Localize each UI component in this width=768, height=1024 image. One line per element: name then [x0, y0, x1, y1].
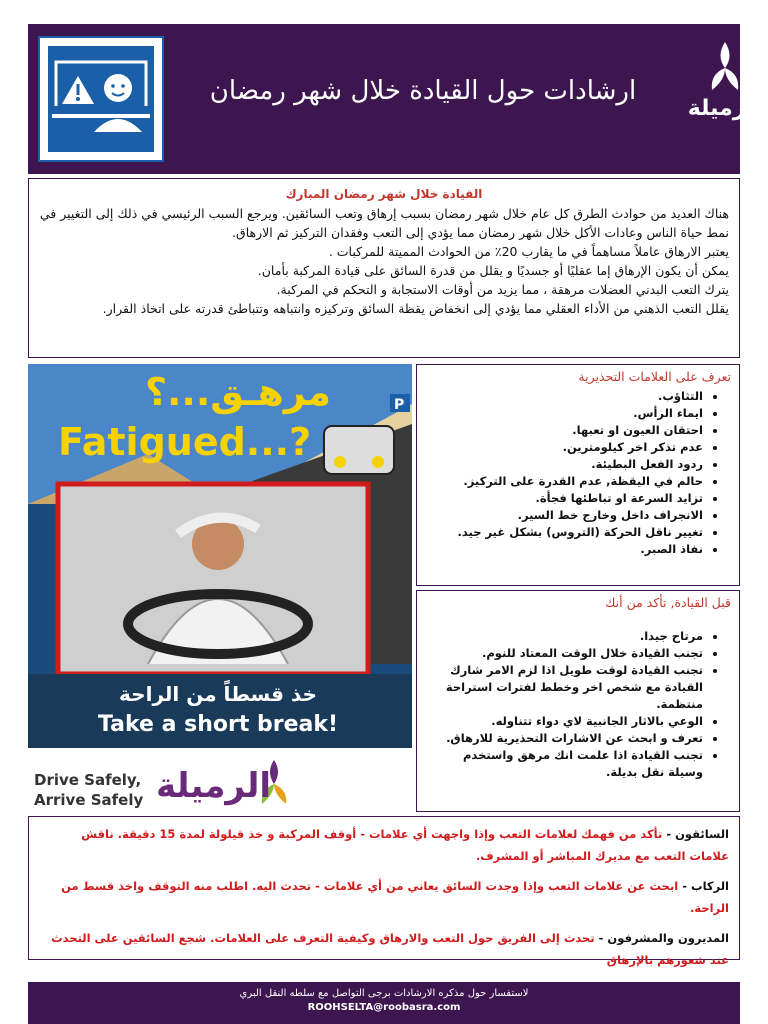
flame-icon: [682, 34, 768, 94]
drive-safely-slogan: [34, 770, 143, 810]
intro-paragraph: يترك التعب البدني العضلات مرهقة ، مما يزيد من أوقات الاستجابة و التحكم في المركبة.: [276, 282, 729, 297]
brand-name: الرميلة: [687, 96, 763, 121]
list-item: • حالم في اليقظة, عدم القدرة على التركيز.: [425, 473, 703, 490]
driver-warning-sign: [38, 36, 164, 162]
intro-paragraph: يعتبر الارهاق عاملاً مساهماً في ما يقارب 20٪ من الحوادث المميتة للمركبات .: [328, 244, 729, 259]
managers-text: تحدث إلى الفريق حول التعب والارهاق وكيفية التعرف على العلامات. شجع السائقين على التحدث عند شعورهم بالإرهاق: [51, 931, 729, 967]
footer: [28, 982, 740, 1024]
warning-signs-box: [416, 364, 740, 586]
list-item: • التثاؤب.: [425, 388, 703, 405]
branding-strip: [28, 752, 412, 812]
slogan-line: Arrive Safely: [34, 791, 144, 809]
footer-contact: لاستفسار حول مذكره الارشادات برجى التواصل مع سلطه النقل البري: [239, 988, 529, 999]
intro-paragraph: يقلل التعب الذهني من الأداء العقلي مما يؤدي إلى انخفاض يقظة السائق وتركيزه وانتباهه وتتباطئ قدرته على اتخاذ القرار.: [102, 301, 729, 316]
brand-name-arabic: الرميلة: [156, 766, 271, 806]
list-item: • تجنب القيادة خلال الوقت المعتاد للنوم.: [425, 645, 703, 662]
drivers-guidance: [39, 823, 729, 867]
drivers-text: تأكد من فهمك لعلامات التعب وإذا واجهت أي علامات - أوقف المركبة و خذ قيلولة لمدة 15 دقيقة. ناقش علامات التعب مع مديرك المباشر أو المشرف.: [81, 827, 729, 863]
list-item: • الانجراف داخل وخارج خط السير.: [425, 507, 703, 524]
intro-paragraph: يمكن أن يكون الإرهاق إما عقليًا أو جسديًا و يقلل من قدرة السائق على قيادة المركبة بأمان.: [257, 263, 729, 278]
managers-guidance: [39, 927, 729, 971]
list-item: • عدم تذكر اخر كيلومترين.: [425, 439, 703, 456]
list-item: • الوعي بالاثار الجانبية لاي دواء تتناوله.: [425, 713, 703, 730]
passengers-label: الركاب -: [682, 879, 729, 893]
footer-email[interactable]: ROOHSELTA@roobasra.com: [307, 1002, 461, 1013]
list-item: • ردود الفعل البطيئة.: [425, 456, 703, 473]
intro-subtitle: القيادة خلال شهر رمضان المبارك: [285, 187, 483, 201]
before-driving-list: [425, 628, 731, 781]
list-item: • تعرف و ابحث عن الاشارات التحذيرية للارهاق.: [425, 730, 703, 747]
intro-paragraph: هناك العديد من حوادث الطرق كل عام خلال شهر رمضان بسبب إرهاق وتعب السائقين. ويرجع السبب الرئيسي في ذلك إلى التغيير في نمط حياة الناس وعادات الأكل خلال شهر رمضان مما يؤدي إلى التعب وفقدان التركيز ثم الارهاق.: [39, 206, 729, 240]
list-item: • تجنب القيادة اذا علمت انك مرهق واستخدم وسيلة نقل بديلة.: [425, 747, 703, 781]
list-item: • تزايد السرعة او تباطئها فجأة.: [425, 490, 703, 507]
rumaila-logo: [682, 34, 768, 144]
page-title: ارشادات حول القيادة خلال شهر رمضان: [209, 76, 637, 106]
passengers-text: ابحث عن علامات التعب وإذا وجدت السائق يعاني من أي علامات - تحدث اليه. اطلب منه التوقف واخذ قسط من الراحة.: [61, 879, 729, 915]
warning-signs-title: تعرف على العلامات التحذيرية: [578, 369, 731, 384]
parking-sign-icon: P: [394, 397, 405, 413]
header-banner: [28, 24, 763, 174]
list-item: • نفاذ الصبر.: [425, 541, 703, 558]
list-item: • احتقان العيون او تعبها.: [425, 422, 703, 439]
managers-label: المديرون والمشرفون -: [598, 931, 729, 945]
fatigue-english: Fatigued...?: [58, 420, 312, 464]
before-driving-box: [416, 590, 740, 812]
list-item: • تجنب القيادة لوقت طويل اذا لزم الامر شارك القيادة مع شخص اخر وخطط لفترات استراحة منتظمة.: [425, 662, 703, 713]
before-driving-title: قبل القيادة, تأكد من أنك: [605, 595, 731, 610]
break-arabic: خذ قسطاً من الراحة: [119, 682, 317, 706]
fatigue-arabic: مرهـق...؟: [144, 370, 332, 414]
passengers-guidance: [39, 875, 729, 919]
fatigue-poster: [28, 364, 412, 748]
break-english: Take a short break!: [97, 712, 339, 737]
intro-section: [28, 178, 740, 358]
list-item: • تغيير ناقل الحركة (التروس) بشكل غير جيد.: [425, 524, 703, 541]
roles-section: [28, 816, 740, 967]
tired-driver-icon: [48, 46, 154, 152]
drivers-label: السائقون -: [666, 827, 729, 841]
list-item: • مرتاح جيدا.: [425, 628, 703, 645]
warning-signs-list: [425, 388, 731, 558]
slogan-line: Drive Safely,: [34, 771, 142, 789]
list-item: • ايماء الرأس.: [425, 405, 703, 422]
